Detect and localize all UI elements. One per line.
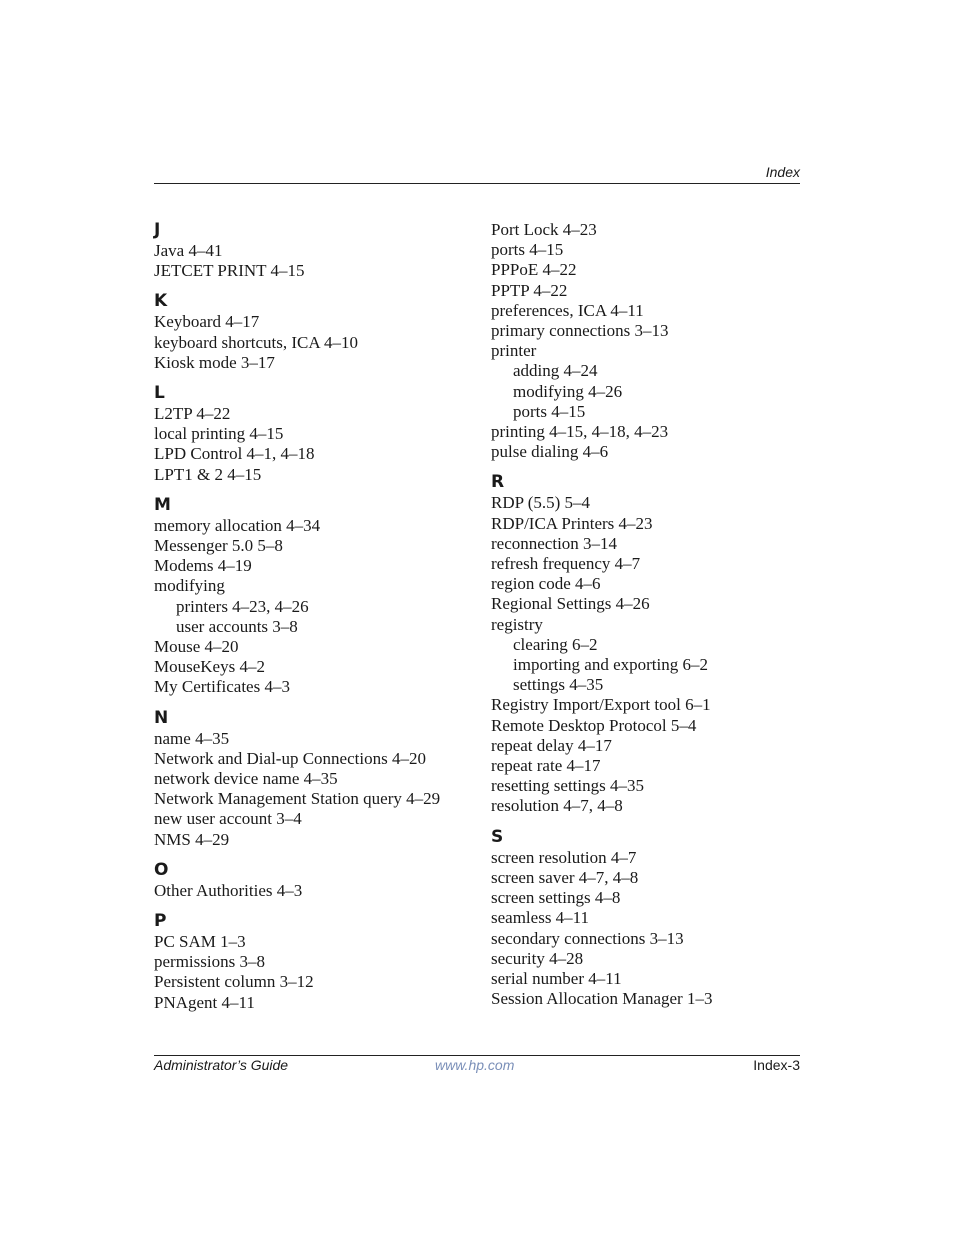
index-entry: registry [491, 614, 543, 634]
index-letter-heading: L [154, 383, 165, 404]
index-entry: Network and Dial-up Connections 4–20 [154, 748, 426, 768]
index-subentry: printers 4–23, 4–26 [176, 596, 309, 616]
index-entry: new user account 3–4 [154, 809, 302, 829]
index-letter-heading: K [154, 291, 168, 312]
index-subentry: user accounts 3–8 [176, 616, 298, 636]
index-entry: NMS 4–29 [154, 829, 230, 849]
index-letter-heading: N [154, 707, 169, 728]
index-entry: secondary connections 3–13 [491, 928, 684, 948]
index-letter-heading: R [491, 472, 505, 493]
index-entry: security 4–28 [491, 948, 584, 968]
index-entry: reconnection 3–14 [491, 533, 618, 553]
index-entry: printing 4–15, 4–18, 4–23 [491, 422, 669, 442]
index-entry: screen resolution 4–7 [491, 847, 637, 867]
index-subentry: clearing 6–2 [513, 634, 598, 654]
index-entry: resolution 4–7, 4–8 [491, 796, 623, 816]
index-entry: Messenger 5.0 5–8 [154, 536, 283, 556]
index-entry: preferences, ICA 4–11 [491, 300, 644, 320]
index-letter-heading: O [154, 859, 169, 880]
index-subentry: ports 4–15 [513, 401, 586, 421]
index-subentry: adding 4–24 [513, 361, 598, 381]
index-entry: printer [491, 341, 537, 361]
index-entry: resetting settings 4–35 [491, 776, 644, 796]
index-entry: screen saver 4–7, 4–8 [491, 867, 639, 887]
index-entry: LPT1 & 2 4–15 [154, 464, 262, 484]
index-entry: PC SAM 1–3 [154, 932, 246, 952]
index-entry: Port Lock 4–23 [491, 220, 597, 239]
index-subentry: modifying 4–26 [513, 381, 623, 401]
index-letter-heading: P [154, 911, 167, 932]
index-entry: primary connections 3–13 [491, 321, 669, 341]
index-entry: Registry Import/Export tool 6–1 [491, 695, 711, 715]
index-entry: repeat rate 4–17 [491, 756, 601, 776]
index-entry: My Certificates 4–3 [154, 677, 290, 697]
index-entry: memory allocation 4–34 [154, 515, 321, 535]
index-entry: LPD Control 4–1, 4–18 [154, 444, 315, 464]
index-entry: network device name 4–35 [154, 769, 338, 789]
index-entry: RDP (5.5) 5–4 [491, 493, 591, 513]
index-entry: screen settings 4–8 [491, 888, 621, 908]
index-entry: region code 4–6 [491, 574, 601, 594]
index-entry: pulse dialing 4–6 [491, 442, 609, 462]
index-entry: Java 4–41 [154, 241, 223, 260]
index-entry: JETCET PRINT 4–15 [154, 261, 305, 281]
index-entry: refresh frequency 4–7 [491, 554, 641, 574]
index-entry: Kiosk mode 3–17 [154, 352, 275, 372]
index-entry: keyboard shortcuts, ICA 4–10 [154, 332, 358, 352]
index-entry: Modems 4–19 [154, 556, 252, 576]
index-entry: modifying [154, 576, 225, 596]
footer-guide-title: Administrator’s Guide [154, 1057, 289, 1073]
index-letter-heading: J [154, 220, 161, 240]
index-entry: ports 4–15 [491, 240, 564, 260]
index-entry: L2TP 4–22 [154, 404, 231, 424]
index-letter-heading: M [154, 494, 171, 515]
footer-page-number: Index-3 [753, 1057, 800, 1073]
index-subentry: settings 4–35 [513, 675, 604, 695]
index-entry: Regional Settings 4–26 [491, 594, 650, 614]
index-column-left [154, 220, 484, 1013]
index-entry: Other Authorities 4–3 [154, 880, 303, 900]
index-entry: Network Management Station query 4–29 [154, 789, 441, 809]
index-entry: serial number 4–11 [491, 968, 622, 988]
index-entry: Session Allocation Manager 1–3 [491, 989, 713, 1009]
index-entry: PPPoE 4–22 [491, 260, 577, 280]
running-header: Index [765, 164, 800, 180]
index-entry: Persistent column 3–12 [154, 972, 314, 992]
index-entry: MouseKeys 4–2 [154, 657, 265, 677]
index-entry: seamless 4–11 [491, 908, 590, 928]
index-entry: permissions 3–8 [154, 952, 265, 972]
index-entry: RDP/ICA Printers 4–23 [491, 513, 653, 533]
index-entry: local printing 4–15 [154, 424, 284, 444]
index-subentry: importing and exporting 6–2 [513, 655, 709, 675]
index-entry: repeat delay 4–17 [491, 735, 612, 755]
header-rule [154, 183, 800, 184]
index-letter-heading: S [491, 826, 504, 847]
index-entry: Keyboard 4–17 [154, 312, 260, 332]
index-entry: name 4–35 [154, 728, 230, 748]
index-entry: PNAgent 4–11 [154, 992, 255, 1012]
footer-website-link[interactable]: www.hp.com [435, 1057, 515, 1073]
index-entry: Mouse 4–20 [154, 637, 239, 657]
index-entry: PPTP 4–22 [491, 280, 568, 300]
index-entry: Remote Desktop Protocol 5–4 [491, 715, 697, 735]
index-column-right [491, 220, 811, 1009]
